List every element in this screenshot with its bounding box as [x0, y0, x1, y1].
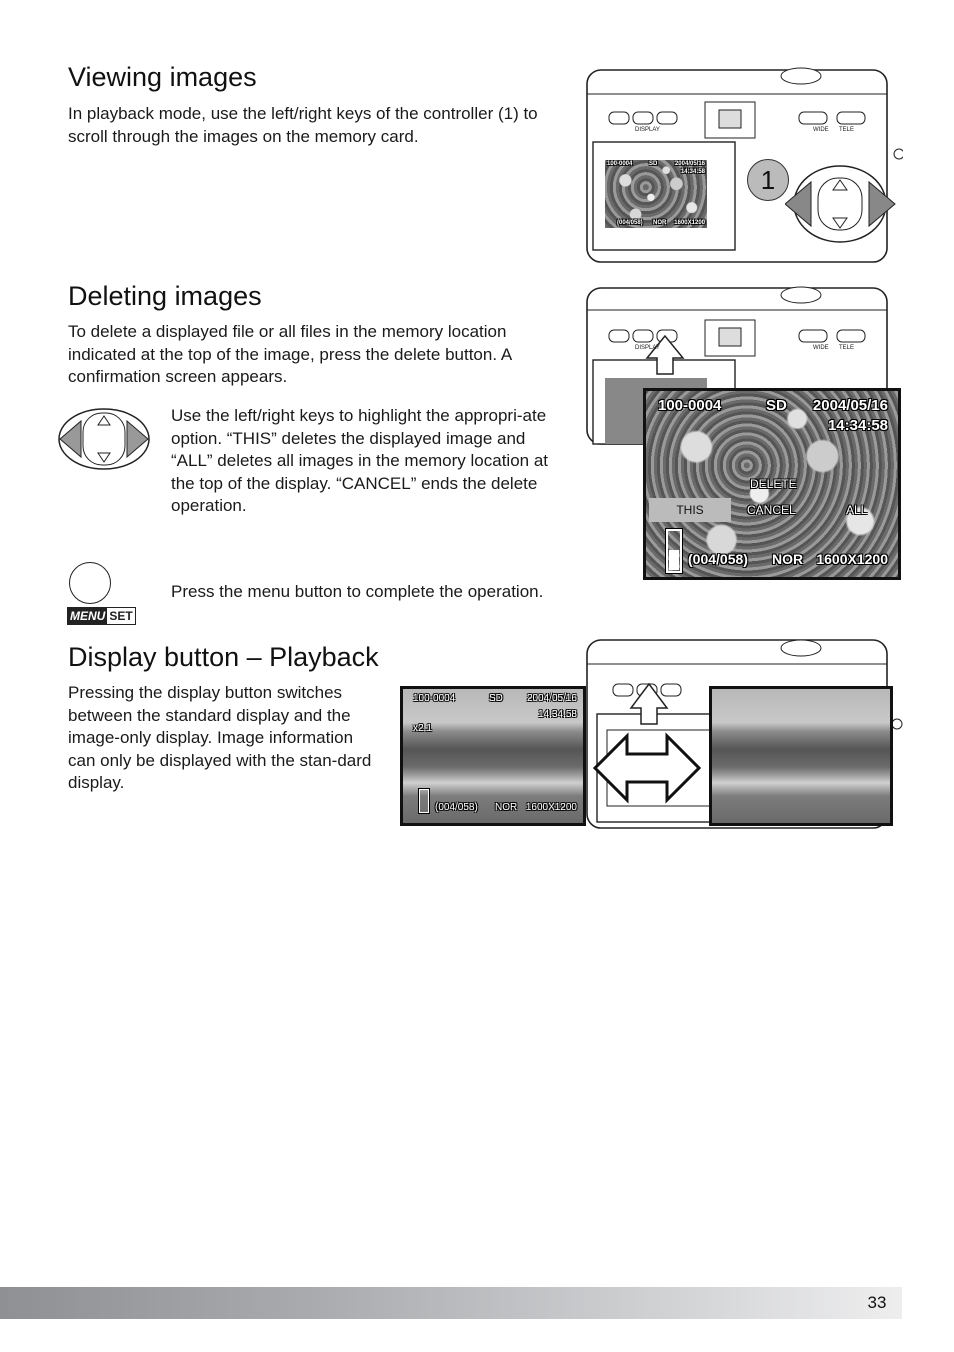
coast-zoom: x2.1 [413, 723, 432, 734]
del-size: 1600X1200 [816, 551, 888, 567]
controller-instruction-text: Use the left/right keys to highlight the appropri-ate option. “THIS” deletes the displayed image and “ALL” deletes all images in the memory location at the top of the display. “CANCEL” ends the delete operation. [171, 406, 549, 516]
coast-folder: 100-0004 [413, 693, 456, 704]
page-number: 33 [867, 1293, 887, 1312]
battery-icon-coast [419, 789, 429, 813]
controller-left-right-icon [785, 162, 903, 246]
standard-display-screen [400, 686, 586, 826]
option-this[interactable]: THIS [649, 498, 731, 522]
viewing-body-text: In playback mode, use the left/right keys of the controller (1) to scroll through the images on the memory card. [68, 104, 538, 146]
footer-bar [0, 1287, 902, 1319]
display-label-2: DISPLAY [635, 345, 660, 351]
camera-back-illustration-1 [585, 66, 903, 266]
menu-button-icon [69, 562, 111, 604]
menu-label: MENU [70, 609, 106, 623]
tele-label: TELE [839, 127, 855, 133]
option-all[interactable]: ALL [846, 503, 868, 517]
lcd-size: 1600X1200 [674, 220, 705, 226]
lcd-date: 2004/05/16 [674, 161, 705, 167]
coast-time: 14:34:58 [538, 709, 577, 720]
delete-confirmation-screen [643, 388, 901, 580]
del-quality: NOR [772, 551, 804, 567]
coast-card: SD [489, 693, 503, 704]
del-card: SD [766, 397, 787, 414]
del-time: 14:34:58 [827, 417, 888, 434]
delete-options-bar [649, 498, 898, 522]
lcd-quality: NOR [653, 220, 667, 226]
image-only-display-screen [709, 686, 893, 826]
coast-size: 1600X1200 [525, 802, 577, 813]
lcd-time: 14:34:58 [680, 169, 705, 175]
option-cancel[interactable]: CANCEL [747, 503, 796, 517]
lcd-folder: 100-0004 [607, 161, 633, 167]
display-label: DISPLAY [635, 127, 660, 133]
heading-display-button-playback: Display button – Playback [68, 642, 379, 672]
menu-instruction-text: Press the menu button to complete the operation. [171, 582, 544, 601]
lcd-frame: (004/058) [617, 220, 643, 226]
lcd-playback-screen [605, 160, 707, 228]
del-prompt: DELETE [750, 477, 797, 491]
del-folder: 100-0004 [658, 397, 722, 414]
wide-label-2: WIDE [813, 345, 829, 351]
deleting-body-text: To delete a displayed file or all files in the memory location indicated at the top of the image, press the delete button. A confirmation screen appears. [68, 322, 512, 387]
battery-icon [666, 529, 682, 573]
coast-date: 2004/05/16 [526, 693, 577, 704]
tele-label-2: TELE [839, 345, 855, 351]
menu-set-label [67, 607, 136, 625]
controller-icon-delete [57, 407, 151, 471]
wide-label: WIDE [813, 127, 829, 133]
del-date: 2004/05/16 [812, 397, 888, 414]
lcd-card: SD [649, 161, 658, 167]
callout-number-1: 1 [747, 159, 789, 201]
display-body-text: Pressing the display button switches between the standard display and the image-only display. Image information can only be displayed with the stan-dard display. [68, 683, 372, 793]
del-frame: (004/058) [688, 551, 748, 567]
set-label: SET [109, 609, 133, 623]
heading-deleting-images: Deleting images [68, 281, 262, 311]
coast-quality: NOR [495, 802, 518, 813]
coast-frame: (004/058) [435, 802, 478, 813]
heading-viewing-images: Viewing images [68, 62, 257, 92]
